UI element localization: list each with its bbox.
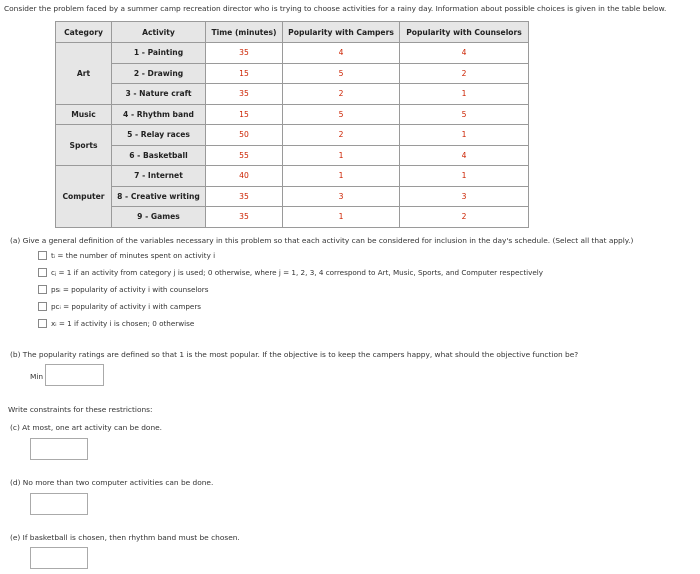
time-value: 15 xyxy=(206,63,283,84)
checkbox[interactable] xyxy=(38,285,47,294)
table-row xyxy=(56,166,529,187)
option-label: tᵢ = the number of minutes spent on activity i xyxy=(51,251,216,260)
table-row xyxy=(56,125,529,146)
option-c-category[interactable] xyxy=(38,268,543,277)
checkbox[interactable] xyxy=(38,319,47,328)
activities-table xyxy=(55,21,529,228)
constraint-d-input[interactable] xyxy=(30,493,88,515)
counselors-value: 4 xyxy=(400,145,529,166)
activity-name: 3 - Nature craft xyxy=(112,84,206,105)
option-pc-campers[interactable] xyxy=(38,302,201,311)
table-header-row xyxy=(56,22,529,43)
table-row xyxy=(56,63,529,84)
checkbox[interactable] xyxy=(38,302,47,311)
category-sports: Sports xyxy=(56,125,112,166)
table-row xyxy=(56,207,529,228)
option-label: pcᵢ = popularity of activity i with campers xyxy=(51,302,202,311)
table-row xyxy=(56,84,529,105)
checkbox[interactable] xyxy=(38,251,47,260)
header-popularity-counselors: Popularity with Counselors xyxy=(400,22,529,43)
counselors-value: 5 xyxy=(400,104,529,125)
option-x-chosen[interactable] xyxy=(38,319,194,328)
time-value: 15 xyxy=(206,104,283,125)
time-value: 35 xyxy=(206,84,283,105)
campers-value: 3 xyxy=(283,186,400,207)
question-c: (c) At most, one art activity can be done. xyxy=(10,423,163,432)
activity-name: 2 - Drawing xyxy=(112,63,206,84)
constraint-e-input[interactable] xyxy=(30,547,88,569)
table-row xyxy=(56,186,529,207)
question-e: (e) If basketball is chosen, then rhythm band must be chosen. xyxy=(10,533,240,542)
table-row xyxy=(56,43,529,64)
counselors-value: 2 xyxy=(400,207,529,228)
table-row xyxy=(56,104,529,125)
campers-value: 5 xyxy=(283,104,400,125)
checkbox[interactable] xyxy=(38,268,47,277)
constraints-intro: Write constraints for these restrictions: xyxy=(8,405,153,414)
campers-value: 1 xyxy=(283,166,400,187)
campers-value: 4 xyxy=(283,43,400,64)
option-label: psᵢ = popularity of activity i with counselors xyxy=(51,285,209,294)
header-time: Time (minutes) xyxy=(206,22,283,43)
campers-value: 5 xyxy=(283,63,400,84)
campers-value: 1 xyxy=(283,145,400,166)
category-music: Music xyxy=(56,104,112,125)
header-activity: Activity xyxy=(112,22,206,43)
activity-name: 9 - Games xyxy=(112,207,206,228)
constraint-c-input[interactable] xyxy=(30,438,88,460)
category-art: Art xyxy=(56,43,112,105)
time-value: 55 xyxy=(206,145,283,166)
campers-value: 1 xyxy=(283,207,400,228)
time-value: 35 xyxy=(206,43,283,64)
question-a: (a) Give a general definition of the variables necessary in this problem so that each activity can be considered for inclusion in the day's schedule. (Select all that apply.) xyxy=(10,236,634,245)
min-label: Min xyxy=(30,372,44,381)
question-d: (d) No more than two computer activities can be done. xyxy=(10,478,214,487)
counselors-value: 3 xyxy=(400,186,529,207)
counselors-value: 1 xyxy=(400,166,529,187)
objective-function-input[interactable] xyxy=(45,364,104,386)
counselors-value: 1 xyxy=(400,125,529,146)
option-t-minutes[interactable] xyxy=(38,251,215,260)
option-ps-counselors[interactable] xyxy=(38,285,209,294)
category-computer: Computer xyxy=(56,166,112,228)
header-popularity-campers: Popularity with Campers xyxy=(283,22,400,43)
table-row xyxy=(56,145,529,166)
header-category: Category xyxy=(56,22,112,43)
time-value: 35 xyxy=(206,186,283,207)
counselors-value: 2 xyxy=(400,63,529,84)
activity-name: 7 - Internet xyxy=(112,166,206,187)
option-label: cⱼ = 1 if an activity from category j is used; 0 otherwise, where j = 1, 2, 3, 4 correspond to Art, Music, Sports, and Computer respectively xyxy=(51,268,544,277)
problem-intro: Consider the problem faced by a summer camp recreation director who is trying to choose activities for a rainy day. Information about possible choices is given in the table below. xyxy=(4,4,667,13)
question-b: (b) The popularity ratings are defined so that 1 is the most popular. If the objective is to keep the campers happy, what should the objective function be? xyxy=(10,350,579,359)
activity-name: 5 - Relay races xyxy=(112,125,206,146)
activity-name: 6 - Basketball xyxy=(112,145,206,166)
activity-name: 1 - Painting xyxy=(112,43,206,64)
time-value: 50 xyxy=(206,125,283,146)
campers-value: 2 xyxy=(283,125,400,146)
counselors-value: 1 xyxy=(400,84,529,105)
activity-name: 4 - Rhythm band xyxy=(112,104,206,125)
counselors-value: 4 xyxy=(400,43,529,64)
activity-name: 8 - Creative writing xyxy=(112,186,206,207)
time-value: 40 xyxy=(206,166,283,187)
time-value: 35 xyxy=(206,207,283,228)
campers-value: 2 xyxy=(283,84,400,105)
option-label: xᵢ = 1 if activity i is chosen; 0 otherwise xyxy=(51,319,195,328)
